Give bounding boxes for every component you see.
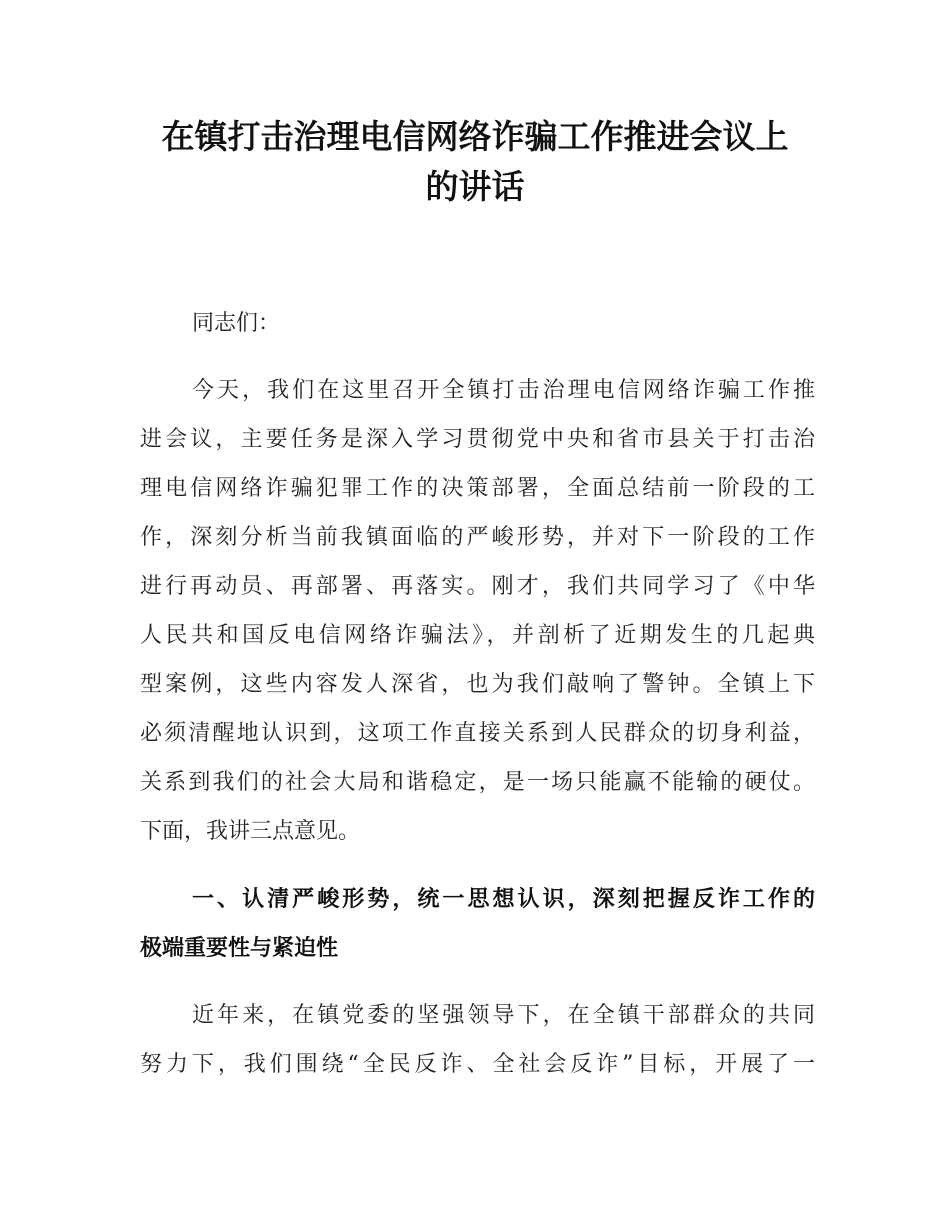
paragraph-1-line: 必须清醒地认识到，这项工作直接关系到人民群众的切身利益， — [140, 721, 815, 746]
paragraph-1-line: 人民共和国反电信网络诈骗法》，并剖析了近期发生的几起典 — [140, 623, 815, 648]
paragraph-1-line: 下面，我讲三点意见。 — [140, 819, 361, 844]
document-title — [140, 112, 810, 212]
paragraph-2-line: 努力下，我们围绕“全民反诈、全社会反诈”目标，开展了一 — [140, 1052, 815, 1077]
paragraph-2-line: 近年来，在镇党委的坚强领导下，在全镇干部群众的共同 — [192, 1003, 815, 1028]
section-1-heading-line: 极端重要性与紧迫性 — [140, 936, 339, 961]
salutation: 同志们： — [192, 311, 281, 336]
paragraph-1-line: 理电信网络诈骗犯罪工作的决策部署，全面总结前一阶段的工 — [140, 476, 815, 501]
paragraph-1-line: 进行再动员、再部署、再落实。刚才，我们共同学习了《中华 — [140, 574, 815, 599]
paragraph-1-line: 进会议，主要任务是深入学习贯彻党中央和省市县关于打击治 — [140, 427, 815, 452]
paragraph-1-line: 型案例，这些内容发人深省，也为我们敲响了警钟。全镇上下 — [140, 672, 815, 697]
title-line-1: 在镇打击治理电信网络诈骗工作推进会议上 — [161, 117, 789, 156]
title-line-2: 的讲话 — [425, 167, 525, 206]
paragraph-1-line: 今天，我们在这里召开全镇打击治理电信网络诈骗工作推 — [192, 378, 815, 403]
paragraph-1-line: 关系到我们的社会大局和谐稳定，是一场只能赢不能输的硬仗。 — [140, 770, 815, 795]
section-1-heading-line: 一、认清严峻形势，统一思想认识，深刻把握反诈工作的 — [192, 887, 815, 912]
paragraph-1-line: 作，深刻分析当前我镇面临的严峻形势，并对下一阶段的工作 — [140, 525, 815, 550]
